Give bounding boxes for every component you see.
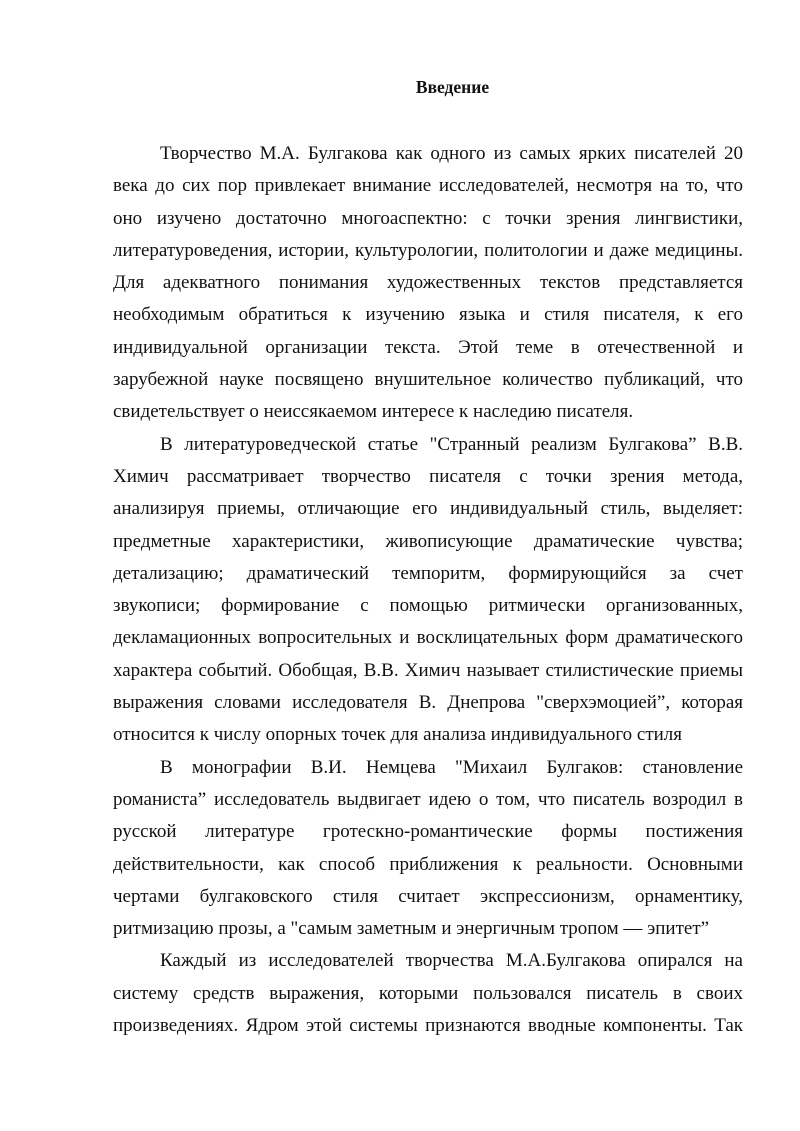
body-text [113,138,743,1042]
page-title: Введение [415,77,490,97]
paragraph-researchers: Каждый из исследователей творчества М.А.Булгакова опирался на систему средств выражения, которыми пользовался писатель в своих произведениях. Ядром этой системы признаются вводные компоненты. Так [113,950,743,1037]
paragraph-intro: Творчество М.А. Булгакова как одного из самых ярких писателей 20 века до сих пор привлекает внимание исследователей, несмотря на то, что оно изучено достаточно многоаспектно: с точки зрения лингвистики, литературоведения, истории, культурологии, политологии и даже медицины. Для адекватного понимания художественных текстов представляется необходимым обратиться к изучению языка и стиля писателя, к его индивидуальной организации текста. Этой теме в отечественной и зарубежной науке посвящено внушительное количество публикаций, что свидетельствует о неиссякаемом интересе к наследию писателя. [113,143,743,423]
paragraph-nemtsev: В монографии В.И. Немцева "Михаил Булгаков: становление романиста” исследователь выдвигает идею о том, что писатель возродил в русской литературе гротескно-романтические формы постижения действительности, как способ приближения к реальности. Основными чертами булгаковского стиля считает экспрессионизм, орнаментику, ритмизацию прозы, а "самым заметным и энергичным тропом — эпитет” [113,756,743,940]
paragraph-himich: В литературоведческой статье "Странный реализм Булгакова” В.В. Химич рассматривает творчество писателя с точки зрения метода, анализируя приемы, отличающие его индивидуальный стиль, выделяет: предметные характеристики, живописующие драматические чувства; детализацию; драматический темпоритм, формирующийся за счет звукописи; формирование с помощью ритмически организованных, декламационных вопросительных и восклицательных форм драматического характера событий. Обобщая, В.В. Химич называет стилистические приемы выражения словами исследователя В. Днепрова "сверхэмоцией”, которая относится к числу опорных точек для анализа индивидуального стиля [113,433,743,746]
